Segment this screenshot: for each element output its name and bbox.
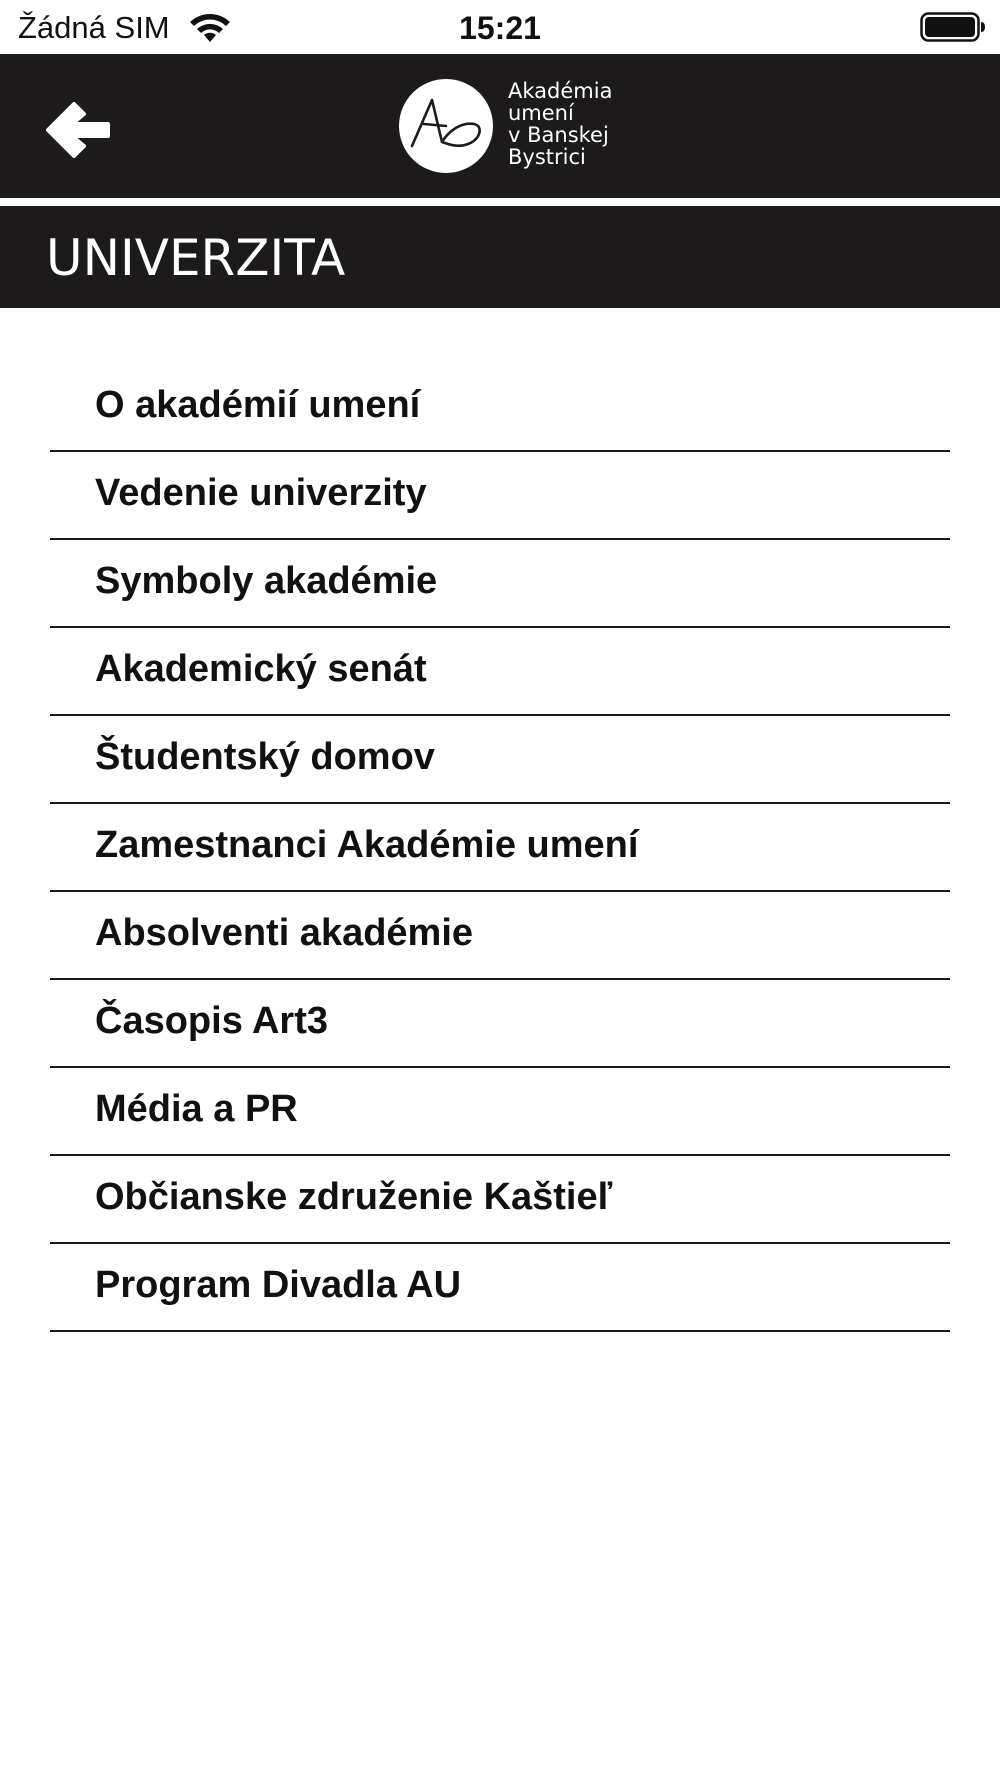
menu-item-label: Akademický senát [95, 648, 427, 690]
menu-item-vedenie[interactable] [50, 452, 950, 540]
menu-item-label: Vedenie univerzity [95, 472, 427, 514]
menu-item-label: Študentský domov [95, 736, 435, 778]
section-header [0, 206, 1000, 308]
menu-item-kastiel[interactable] [50, 1156, 950, 1244]
menu-item-media[interactable] [50, 1068, 950, 1156]
menu-item-absolventi[interactable] [50, 892, 950, 980]
menu-item-studentsky-domov[interactable] [50, 716, 950, 804]
menu-item-label: Časopis Art3 [95, 1000, 328, 1042]
logo-line: umení [508, 101, 574, 125]
menu-item-symboly[interactable] [50, 540, 950, 628]
menu-item-label: Občianske združenie Kaštieľ [95, 1176, 613, 1218]
battery-icon [920, 12, 986, 42]
menu-item-casopis[interactable] [50, 980, 950, 1068]
menu-item-zamestnanci[interactable] [50, 804, 950, 892]
page-title: UNIVERZITA [46, 229, 346, 287]
menu-item-label: Zamestnanci Akadémie umení [95, 824, 639, 866]
clock: 15:21 [459, 10, 541, 46]
menu-item-senat[interactable] [50, 628, 950, 716]
logo-text [508, 80, 612, 168]
menu-list [50, 364, 950, 1332]
logo-line: Bystrici [508, 145, 586, 169]
carrier-name: Žádná SIM [18, 10, 170, 45]
menu-item-o-akademii[interactable] [50, 364, 950, 452]
menu-item-label: Symboly akadémie [95, 560, 438, 602]
header-divider [0, 198, 1000, 206]
academy-logo-icon [398, 78, 494, 174]
logo-line: v Banskej [508, 123, 609, 147]
logo-line: Akadémia [508, 79, 613, 103]
back-arrow-icon[interactable] [38, 90, 118, 170]
menu-item-label: O akadémií umení [95, 384, 421, 426]
menu-item-divadlo[interactable] [50, 1244, 950, 1332]
menu-item-label: Absolventi akadémie [95, 912, 474, 954]
app-header [0, 54, 1000, 198]
menu-item-label: Program Divadla AU [95, 1264, 462, 1306]
status-bar [0, 0, 1000, 54]
menu-item-label: Média a PR [95, 1088, 298, 1130]
